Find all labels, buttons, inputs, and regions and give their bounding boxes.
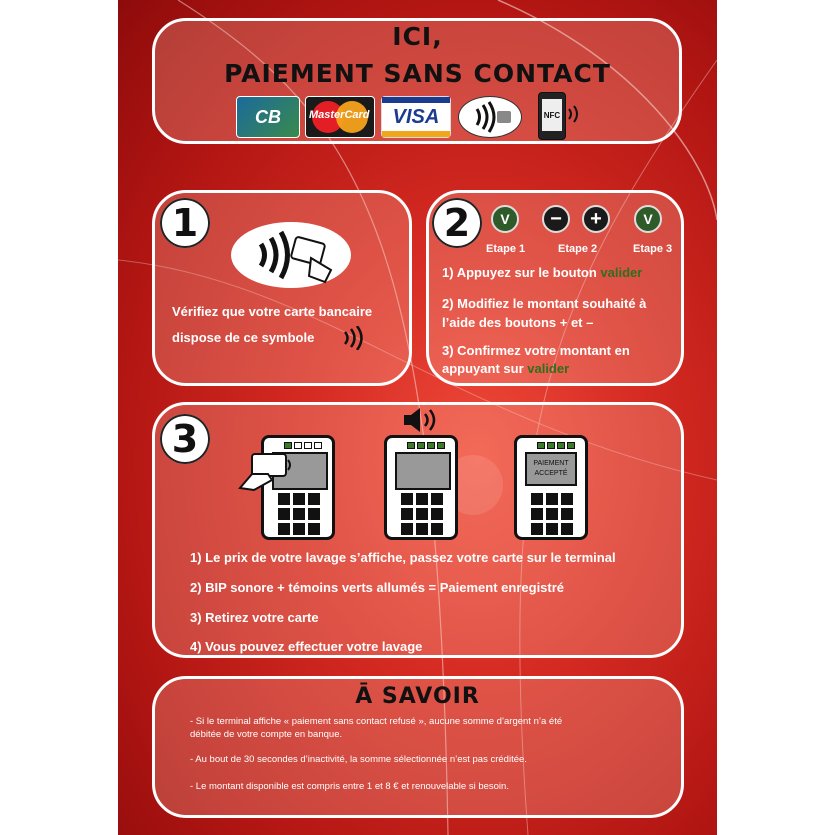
header-title-line2: PAIEMENT SANS CONTACT	[224, 59, 611, 88]
terminal-screen-text-1: PAIEMENT	[533, 460, 569, 467]
step2-line2a: 2) Modifiez le montant souhaité à	[442, 296, 647, 311]
savoir-line2: débitée de votre compte en banque.	[190, 729, 343, 740]
valider-button-icon: V	[491, 205, 519, 233]
savoir-line1: - Si le terminal affiche « paiement sans contact refusé », aucune somme d’argent n’a été	[190, 716, 563, 727]
nfc-label: NFC	[543, 110, 561, 120]
cb-logo	[236, 96, 300, 138]
contactless-symbol-badge	[231, 222, 351, 288]
step2-line1-text: 1) Appuyez sur le bouton	[442, 265, 601, 280]
step3-number: 3	[160, 414, 210, 464]
step1-text-line2: dispose de ce symbole	[172, 330, 315, 345]
step2-line1	[442, 265, 642, 280]
savoir-line4: - Le montant disponible est compris entre 1 et 8 € et renouvelable si besoin.	[190, 781, 509, 792]
step2-line3b-text: appuyant sur	[442, 361, 528, 376]
cb-logo-text: CB	[255, 106, 281, 127]
mastercard-logo-text: MasterCard	[309, 109, 370, 121]
contactless-card-icon	[231, 222, 351, 288]
etape-1-label: Etape 1	[486, 243, 526, 255]
step2-line1-valider: valider	[600, 265, 643, 280]
step2-line3a: 3) Confirmez votre montant en	[442, 343, 630, 358]
step3-line2: 2) BIP sonore + témoins verts allumés = Paiement enregistré	[190, 580, 565, 595]
visa-top-band	[382, 97, 450, 103]
terminal-3	[514, 435, 588, 540]
nfc-waves-icon	[566, 104, 582, 124]
minus-button-icon: −	[542, 205, 570, 233]
savoir-line3: - Au bout de 30 secondes d’inactivité, la somme sélectionnée n’est pas créditée.	[190, 754, 527, 765]
visa-logo	[381, 96, 451, 138]
valider-button-icon-2: V	[634, 205, 662, 233]
savoir-title: Ā SAVOIR	[355, 684, 480, 709]
hand-card-icon	[238, 452, 298, 492]
terminal-2	[384, 435, 458, 540]
contactless-small-icon	[340, 326, 366, 350]
step1-text-line1: Vérifiez que votre carte bancaire	[172, 304, 373, 319]
plus-button-icon: +	[582, 205, 610, 233]
visa-bottom-band	[382, 131, 450, 137]
header-title-line1: ICI,	[392, 22, 443, 51]
speaker-sound-icon	[402, 406, 442, 434]
terminal-screen-text-2: ACCEPTÉ	[534, 470, 568, 477]
etape-2-label: Etape 2	[558, 243, 598, 255]
contactless-logo	[458, 96, 522, 138]
step2-line3b	[442, 361, 569, 376]
step1-number: 1	[160, 198, 210, 248]
contactless-waves-icon	[459, 97, 521, 137]
mastercard-logo	[305, 96, 375, 138]
etape-3-label: Etape 3	[633, 243, 673, 255]
step3-line4: 4) Vous pouvez effectuer votre lavage	[190, 639, 423, 654]
step3-line3: 3) Retirez votre carte	[190, 610, 319, 625]
step2-number: 2	[432, 198, 482, 248]
step2-line3b-valider: valider	[527, 361, 570, 376]
step3-line1: 1) Le prix de votre lavage s’affiche, passez votre carte sur le terminal	[190, 550, 616, 565]
poster	[118, 0, 717, 835]
nfc-phone-icon	[538, 92, 566, 140]
step2-line2b: l’aide des boutons + et –	[442, 315, 594, 330]
visa-logo-text: VISA	[392, 106, 440, 128]
